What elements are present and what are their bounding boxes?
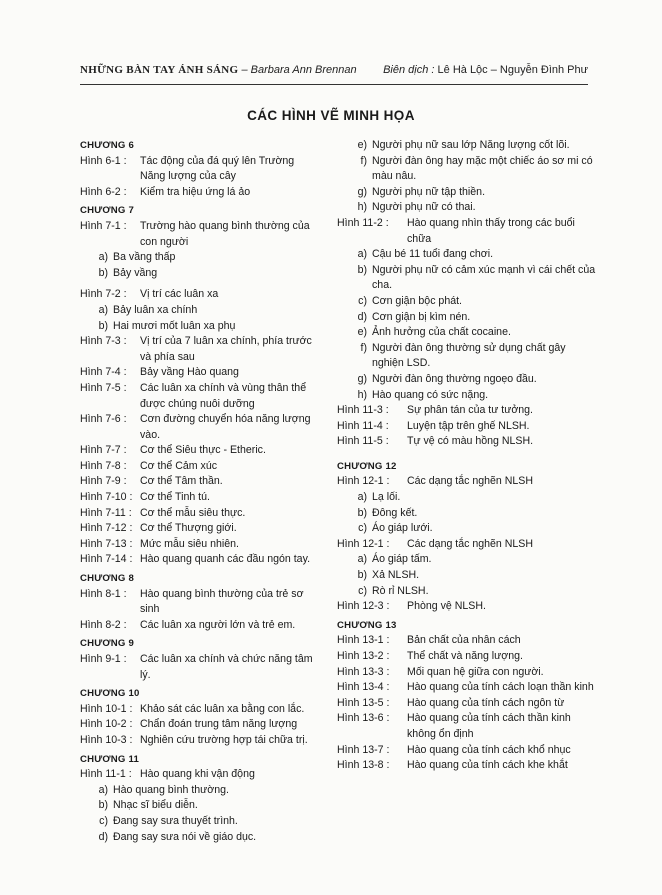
chapter-heading: CHƯƠNG 7 (80, 205, 134, 217)
figure-number (80, 334, 140, 365)
figure-separator: : (120, 587, 127, 600)
figure-separator: : (126, 553, 133, 566)
figure-separator: : (120, 618, 127, 631)
figure-number-text: Hình 7-2 (80, 288, 121, 301)
subitem-label: f) (360, 154, 367, 167)
figure-number (337, 633, 407, 649)
subitem-label: a) (357, 248, 367, 261)
subitem-caption: Bảy vầng (113, 266, 158, 279)
figure-entry (337, 665, 597, 681)
figure-number-text: Hình 7-13 (80, 537, 127, 550)
figure-number (337, 696, 407, 712)
figure-caption: Cơ thể Thượng giới. (140, 522, 237, 535)
figure-entry (337, 419, 597, 435)
figure-subitem (337, 185, 597, 201)
figure-caption: Các luân xa chính và chức năng tâm lý. (140, 653, 313, 681)
figure-number (80, 537, 140, 553)
subitem-caption: Bảy luân xa chính (113, 303, 198, 316)
figure-caption: Cơ thể Cảm xúc (140, 459, 218, 472)
subitem-caption: Hào quang có sức nặng. (372, 388, 489, 401)
subitem-caption: Hai mươi mốt luân xa phụ (113, 319, 236, 332)
figure-separator: : (383, 681, 390, 694)
figure-entry (337, 474, 597, 490)
figure-separator: : (383, 743, 390, 756)
figure-number-text: Hình 11-1 (80, 768, 126, 781)
figure-number (337, 649, 407, 665)
figure-caption: Phòng vệ NLSH. (407, 600, 486, 613)
figure-separator: : (126, 718, 133, 731)
figure-entry (80, 381, 320, 412)
figure-number (80, 506, 140, 522)
subitem-label: c) (99, 814, 108, 827)
figure-subitem (337, 584, 597, 600)
figure-separator: : (382, 419, 389, 432)
subitem-label: c) (358, 294, 367, 307)
figure-caption: Hào quang của tính cách ngôn từ (407, 696, 565, 709)
subitem-caption: Người phụ nữ có cảm xúc mạnh vì cái chết của cha. (372, 263, 596, 292)
subitem-caption: Xả NLSH. (372, 569, 420, 582)
figure-number-text: Hình 10-3 (80, 733, 127, 746)
figure-entry (337, 711, 597, 742)
figure-separator: : (120, 366, 127, 379)
figure-number-text: Hình 13-7 (337, 743, 384, 756)
figure-caption: Tự vệ có màu hồng NLSH. (407, 435, 534, 448)
figure-entry (337, 537, 597, 553)
subitem-label: e) (357, 326, 367, 339)
figure-number (80, 381, 140, 412)
figure-separator: : (383, 537, 390, 550)
figure-caption: Chẩn đoán trung tâm năng lượng (140, 718, 298, 731)
figure-caption: Vị trí của 7 luân xa chính, phía trước và phía sau (140, 335, 312, 363)
figure-subitem (337, 325, 597, 341)
figure-number-text: Hình 13-8 (337, 759, 384, 772)
chapter-heading: CHƯƠNG 9 (80, 638, 134, 650)
subitem-caption: Đang say sưa nói về giáo dục. (113, 830, 257, 843)
subitem-caption: Người phụ nữ tập thiền. (372, 185, 486, 198)
subitem-label: b) (357, 506, 367, 519)
figure-number (337, 758, 407, 774)
subitem-label: b) (98, 266, 108, 279)
subitem-caption: Người phụ nữ có thai. (372, 201, 476, 214)
subitem-label: c) (358, 522, 367, 535)
subitem-label: a) (357, 491, 367, 504)
figure-number (337, 599, 407, 615)
figure-entry (80, 587, 320, 618)
figure-number (337, 434, 407, 450)
figure-number (337, 680, 407, 696)
figure-caption: Hào quang quanh các đầu ngón tay. (140, 553, 311, 566)
figure-number (80, 219, 140, 250)
figure-number-text: Hình 7-12 (80, 522, 127, 535)
figure-number-text: Hình 7-5 (80, 381, 121, 394)
figure-number (80, 618, 140, 634)
figure-caption: Hào quang nhìn thấy trong các buổi chữa (407, 216, 575, 245)
figure-entry (80, 652, 320, 683)
figure-subitem (337, 154, 597, 185)
figure-separator: : (383, 665, 390, 678)
subitem-caption: Người đàn ông thường ngoẹo đầu. (372, 372, 537, 385)
figure-subitem (337, 294, 597, 310)
figure-subitem (337, 552, 597, 568)
figure-subitem (80, 783, 320, 799)
page-header (80, 64, 588, 76)
figure-entry (337, 216, 597, 247)
figure-caption: Khảo sát các luân xa bằng con lắc. (140, 702, 305, 715)
subitem-label: g) (357, 185, 367, 198)
subitem-label: a) (357, 553, 367, 566)
figure-caption: Luyện tập trên ghế NLSH. (407, 419, 530, 432)
figure-entry (80, 474, 320, 490)
figure-number (80, 154, 140, 185)
figure-number-text: Hình 8-1 (80, 587, 121, 600)
figure-caption: Trường hào quang bình thường của con người (140, 219, 310, 248)
subitem-label: a) (98, 783, 108, 796)
figure-separator: : (120, 653, 127, 665)
figure-separator: : (120, 335, 127, 348)
figure-separator: : (382, 216, 389, 229)
figure-entry (337, 403, 597, 419)
figure-separator: : (126, 491, 133, 504)
figure-number-text: Hình 11-2 (337, 216, 383, 229)
figure-separator: : (120, 154, 127, 167)
header-right (383, 64, 588, 76)
figure-entry (80, 365, 320, 381)
figure-number-text: Hình 10-1 (80, 702, 127, 715)
figure-number (80, 443, 140, 459)
subitem-caption: Người phụ nữ sau lớp Năng lượng cốt lõi. (372, 139, 570, 151)
figure-number (80, 652, 140, 683)
figure-entry (80, 185, 320, 201)
figure-entry (80, 717, 320, 733)
figure-entry (80, 767, 320, 783)
header-left (80, 64, 357, 76)
figure-caption: Tác động của đá quý lên Trường Năng lượng của cây (140, 154, 295, 183)
figure-number-text: Hình 7-4 (80, 366, 121, 379)
figure-number (337, 665, 407, 681)
figure-separator: : (120, 288, 127, 301)
figure-number-text: Hình 7-14 (80, 553, 127, 566)
chapter-heading: CHƯƠNG 13 (337, 619, 397, 631)
subitem-caption: Lạ lối. (372, 491, 401, 504)
figure-number-text: Hình 7-8 (80, 459, 121, 472)
figure-entry (80, 537, 320, 553)
subitem-caption: Hào quang bình thường. (113, 783, 229, 796)
figure-subitem (337, 388, 597, 404)
figure-separator: : (120, 475, 127, 488)
figure-entry (337, 599, 597, 615)
figure-entry (80, 459, 320, 475)
figure-subitem (337, 247, 597, 263)
figure-separator: : (125, 506, 132, 519)
spacer (337, 450, 597, 456)
subitem-label: g) (357, 372, 367, 385)
chapter-heading: CHƯƠNG 10 (80, 688, 140, 700)
book-title: NHỮNG BÀN TAY ÁNH SÁNG (80, 64, 239, 76)
subitem-caption: Áo giáp lưới. (372, 522, 433, 535)
figure-separator: : (383, 759, 390, 772)
figure-number (337, 216, 407, 247)
figure-entry (80, 154, 320, 185)
figure-caption: Bản chất của nhân cách (407, 634, 521, 647)
figure-number-text: Hình 7-1 (80, 219, 121, 232)
figure-number-text: Hình 13-3 (337, 665, 384, 678)
figure-number (80, 552, 140, 568)
figure-entry (80, 412, 320, 443)
subitem-caption: Người đàn ông hay mặc một chiếc áo sơ mi có màu nâu. (372, 154, 593, 183)
figure-entry (80, 618, 320, 634)
subitem-label: d) (357, 310, 367, 323)
figure-caption: Các dạng tắc nghẽn NLSH (407, 537, 534, 550)
figure-caption: Các luân xa chính và vùng thân thể được chúng nuôi dưỡng (140, 381, 307, 410)
figure-separator: : (382, 435, 389, 448)
figure-entry (337, 743, 597, 759)
figure-number-text: Hình 11-5 (337, 435, 383, 448)
figure-number (80, 717, 140, 733)
figure-number-text: Hình 10-2 (80, 718, 127, 731)
figure-subitem (337, 341, 597, 372)
subitem-label: a) (98, 251, 108, 264)
figure-number (80, 521, 140, 537)
figure-separator: : (383, 475, 390, 488)
subitem-caption: Người đàn ông thường sử dụng chất gây nghiện LSD. (372, 341, 566, 370)
figure-entry (80, 334, 320, 365)
subitem-caption: Ba vầng thấp (113, 251, 176, 264)
figure-caption: Cơ thể mẫu siêu thực. (140, 506, 246, 519)
subitem-caption: Cậu bé 11 tuổi đang chơi. (372, 248, 494, 261)
figure-entry (337, 758, 597, 774)
figure-number (337, 403, 407, 419)
subitem-label: b) (98, 319, 108, 332)
figure-separator: : (383, 600, 390, 613)
figure-number-text: Hình 13-2 (337, 650, 384, 662)
figure-number (80, 702, 140, 718)
translators: Lê Hà Lộc – Nguyễn Đình Phư (437, 64, 588, 76)
figure-entry (337, 434, 597, 450)
chapter-heading: CHƯƠNG 6 (80, 140, 134, 151)
figure-number-text: Hình 8-2 (80, 618, 121, 631)
figure-number-text: Hình 12-1 (337, 537, 384, 550)
subitem-label: b) (98, 799, 108, 812)
figure-entry (337, 649, 597, 665)
figure-caption: Bảy vầng Hào quang (140, 366, 239, 379)
figure-caption: Cơn đường chuyển hóa năng lượng vào. (140, 413, 311, 441)
figure-number-text: Hình 13-5 (337, 696, 384, 709)
figure-subitem (337, 490, 597, 506)
figure-subitem (80, 319, 320, 335)
subitem-label: h) (357, 388, 367, 401)
figure-number-text: Hình 12-1 (337, 475, 384, 488)
figure-entry (80, 552, 320, 568)
figure-number (337, 474, 407, 490)
figure-separator: : (120, 444, 127, 457)
subitem-label: f) (360, 341, 367, 354)
figure-caption: Cơ thể Siêu thực - Etheric. (140, 444, 266, 457)
figure-number-text: Hình 9-1 (80, 653, 121, 665)
figure-number (337, 419, 407, 435)
figure-caption: Sự phân tán của tư tưởng. (407, 404, 533, 417)
header-rule (80, 84, 588, 85)
figure-separator: : (126, 537, 133, 550)
figure-entry (80, 443, 320, 459)
figure-entry (337, 696, 597, 712)
figure-number (80, 412, 140, 443)
figure-caption: Mối quan hệ giữa con người. (407, 665, 544, 678)
figure-separator: : (120, 185, 127, 198)
subitem-label: a) (98, 303, 108, 316)
figure-separator: : (120, 459, 127, 472)
translator-label: Biên dịch : (383, 64, 435, 76)
figure-caption: Vị trí các luân xa (140, 288, 219, 301)
figure-entry (80, 490, 320, 506)
figure-number-text: Hình 6-2 (80, 185, 121, 198)
figure-separator: : (383, 712, 390, 725)
figure-separator: : (382, 404, 389, 417)
subitem-caption: Rò rỉ NLSH. (372, 584, 429, 597)
figure-number (80, 490, 140, 506)
figure-subitem (337, 138, 597, 154)
figure-entry (80, 506, 320, 522)
figure-caption: Thể chất và năng lượng. (407, 650, 523, 662)
figure-number-text: Hình 7-7 (80, 444, 121, 457)
subitem-caption: Ảnh hưởng của chất cocaine. (372, 326, 511, 339)
figure-subitem (337, 521, 597, 537)
figure-number-text: Hình 13-1 (337, 634, 384, 647)
figure-number (337, 743, 407, 759)
figure-entry (80, 733, 320, 749)
subitem-label: h) (357, 201, 367, 214)
figure-caption: Hào quang khi vận động (140, 768, 255, 781)
subitem-label: b) (357, 263, 367, 276)
right-column (337, 138, 597, 774)
figure-number-text: Hình 7-9 (80, 475, 121, 488)
figure-entry (80, 521, 320, 537)
figure-number-text: Hình 13-4 (337, 681, 384, 694)
subitem-caption: Cơn giận bộc phát. (372, 294, 462, 307)
figure-number (80, 767, 140, 783)
page-title: CÁC HÌNH VẼ MINH HỌA (247, 108, 415, 123)
figure-number (80, 587, 140, 618)
figure-caption: Nghiên cứu trường hợp tái chữa trị. (140, 733, 308, 746)
figure-caption: Cơ thể Tâm thần. (140, 475, 223, 488)
book-author: – Barbara Ann Brennan (241, 64, 357, 76)
chapter-heading: CHƯƠNG 8 (80, 573, 134, 585)
figure-caption: Cơ thể Tinh tú. (140, 491, 210, 504)
figure-number-text: Hình 13-6 (337, 712, 384, 725)
subitem-caption: Nhạc sĩ biểu diễn. (113, 799, 198, 812)
figure-number-text: Hình 11-4 (337, 419, 383, 432)
figure-separator: : (120, 219, 127, 232)
subitem-caption: Đang say sưa thuyết trình. (113, 814, 238, 827)
figure-number (80, 185, 140, 201)
figure-number-text: Hình 7-6 (80, 413, 121, 426)
figure-caption: Hào quang của tính cách thần kinh không ổn định (407, 712, 571, 740)
figure-caption: Hào quang bình thường của trẻ sơ sinh (140, 587, 304, 616)
subitem-label: c) (358, 584, 367, 597)
figure-subitem (337, 310, 597, 326)
figure-subitem (80, 266, 320, 282)
subitem-caption: Đông kết. (372, 506, 418, 519)
subitem-caption: Áo giáp tấm. (372, 553, 432, 566)
figure-entry (337, 680, 597, 696)
figure-number (80, 733, 140, 749)
figure-entry (80, 702, 320, 718)
figure-caption: Hào quang của tính cách loạn thần kinh (407, 681, 594, 694)
figure-number (337, 711, 407, 742)
subitem-caption: Cơn giận bị kìm nén. (372, 310, 471, 323)
figure-subitem (80, 814, 320, 830)
figure-separator: : (126, 522, 133, 535)
figure-separator: : (126, 702, 133, 715)
figure-subitem (337, 200, 597, 216)
figure-separator: : (120, 413, 127, 426)
figure-entry (337, 633, 597, 649)
figure-entry (80, 219, 320, 250)
figure-subitem (80, 250, 320, 266)
figure-number (337, 537, 407, 553)
subitem-label: e) (357, 139, 367, 151)
figure-subitem (337, 372, 597, 388)
figure-separator: : (126, 733, 133, 746)
chapter-heading: CHƯƠNG 11 (80, 753, 139, 765)
subitem-label: b) (357, 569, 367, 582)
figure-subitem (337, 506, 597, 522)
figure-number-text: Hình 7-3 (80, 335, 121, 348)
figure-number (80, 459, 140, 475)
figure-subitem (337, 263, 597, 294)
figure-caption: Hào quang của tính cách khe khắt (407, 759, 568, 772)
figure-number (80, 474, 140, 490)
figure-number-text: Hình 7-11 (80, 506, 126, 519)
figure-number-text: Hình 7-10 (80, 491, 127, 504)
figure-separator: : (383, 696, 390, 709)
figure-caption: Kiểm tra hiệu ứng lá ảo (140, 185, 251, 198)
figure-separator: : (120, 381, 127, 394)
figure-separator: : (383, 650, 390, 662)
figure-number (80, 287, 140, 303)
figure-caption: Hào quang của tính cách khổ nhục (407, 743, 571, 756)
figure-subitem (80, 798, 320, 814)
figure-subitem (80, 303, 320, 319)
figure-subitem (80, 830, 320, 846)
figure-number-text: Hình 11-3 (337, 404, 383, 417)
figure-separator: : (383, 634, 390, 647)
figure-number-text: Hình 12-3 (337, 600, 384, 613)
left-column (80, 138, 320, 845)
figure-caption: Mức mẫu siêu nhiên. (140, 537, 239, 550)
figure-subitem (337, 568, 597, 584)
figure-separator: : (125, 768, 132, 781)
chapter-heading: CHƯƠNG 12 (337, 460, 397, 472)
figure-number-text: Hình 6-1 (80, 154, 121, 167)
figure-caption: Các dạng tắc nghẽn NLSH (407, 475, 534, 488)
figure-entry (80, 287, 320, 303)
figure-number (80, 365, 140, 381)
subitem-label: d) (98, 830, 108, 843)
figure-caption: Các luân xa người lớn và trẻ em. (140, 618, 296, 631)
